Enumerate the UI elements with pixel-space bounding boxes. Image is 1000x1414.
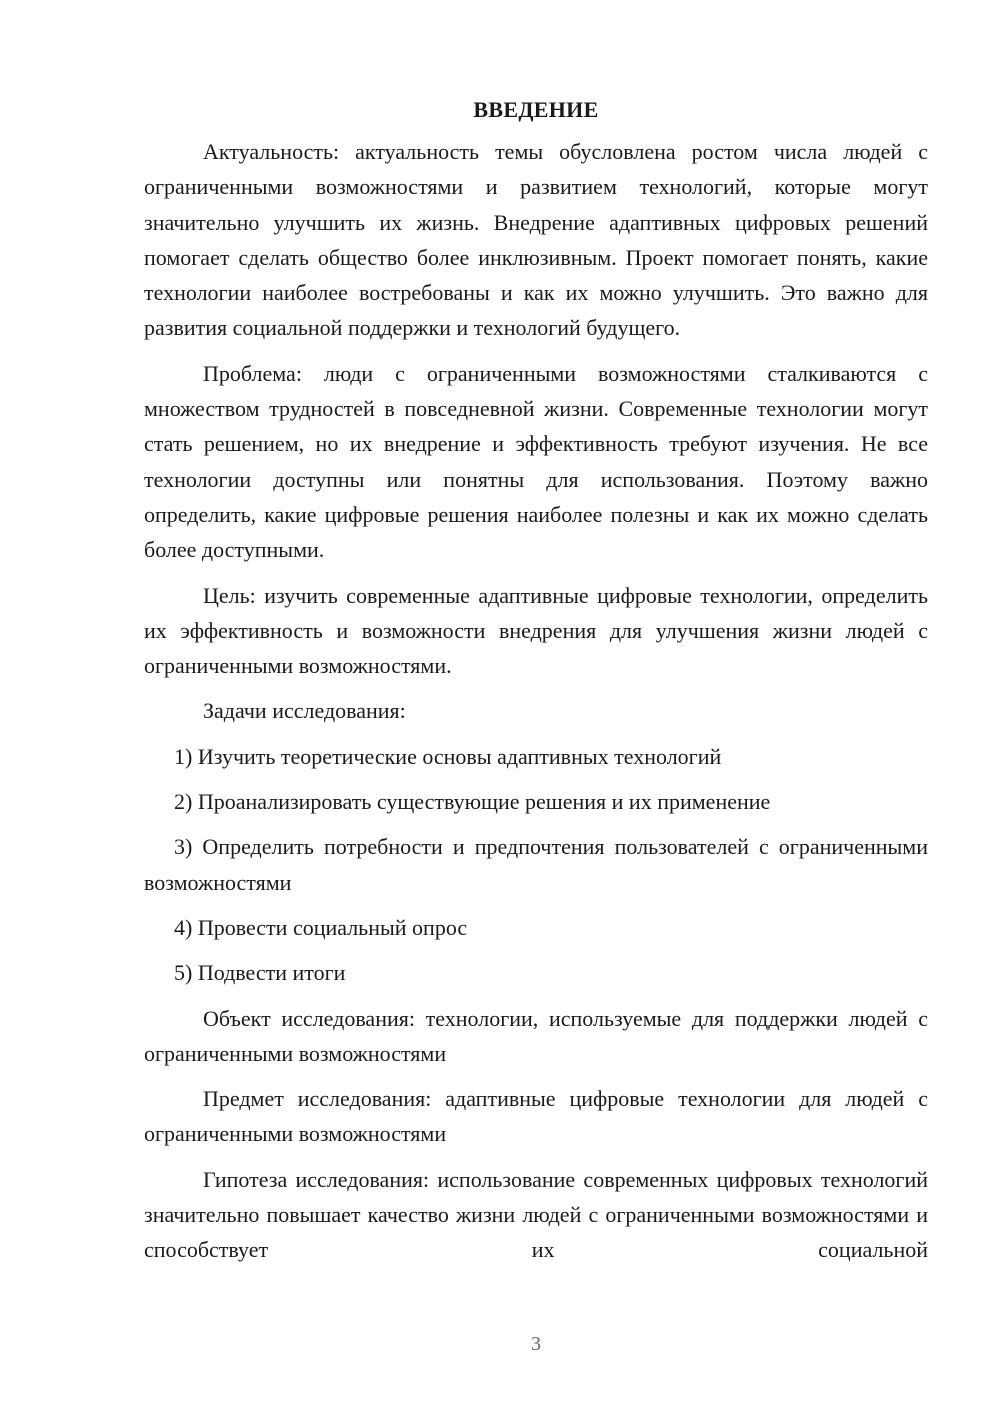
- task-item-1: 1) Изучить теоретические основы адаптивных технологий: [174, 743, 722, 769]
- task-item-5: 5) Подвести итоги: [174, 960, 346, 986]
- paragraph-hypothesis: Гипотеза исследования: использование современных цифровых технологий значительно повышает качество жизни людей с ограниченными возможностями и способствует их социальной: [144, 1166, 928, 1263]
- task-item-3: 3) Определить потребности и предпочтения пользователей с ограниченными возможностями: [144, 834, 928, 895]
- paragraph-problem: Проблема: люди с ограниченными возможностями сталкиваются с множеством трудностей в повседневной жизни. Современные технологии могут стать решением, но их внедрение и эффективность требуют изучения. Не все технологии доступны или понятны для использования. Поэтому важно определить, какие цифровые решения наиболее полезны и как их можно сделать более доступными.: [144, 360, 928, 563]
- page-number: 3: [531, 1333, 541, 1355]
- paragraph-relevance: Актуальность: актуальность темы обусловлена ростом числа людей с ограниченными возможностями и развитием технологий, которые могут значительно улучшить их жизнь. Внедрение адаптивных цифровых решений помогает сделать общество более инклюзивным. Проект помогает понять, какие технологии наиболее востребованы и как их можно улучшить. Это важно для развития социальной поддержки и технологий будущего.: [144, 139, 928, 341]
- paragraph-subject: Предмет исследования: адаптивные цифровые технологии для людей с ограниченными возможностями: [144, 1086, 928, 1147]
- task-item-2: 2) Проанализировать существующие решения и их применение: [174, 789, 771, 815]
- paragraph-tasks-heading: Задачи исследования:: [203, 698, 406, 724]
- paragraph-object: Объект исследования: технологии, используемые для поддержки людей с ограниченными возможностями: [144, 1005, 928, 1066]
- page-content: [144, 92, 928, 1278]
- paragraph-goal: Цель: изучить современные адаптивные цифровые технологии, определить их эффективность и возможности внедрения для улучшения жизни людей с ограниченными возможностями.: [144, 582, 928, 679]
- task-item-4: 4) Провести социальный опрос: [174, 914, 468, 940]
- page-title: ВВЕДЕНИЕ: [473, 97, 599, 122]
